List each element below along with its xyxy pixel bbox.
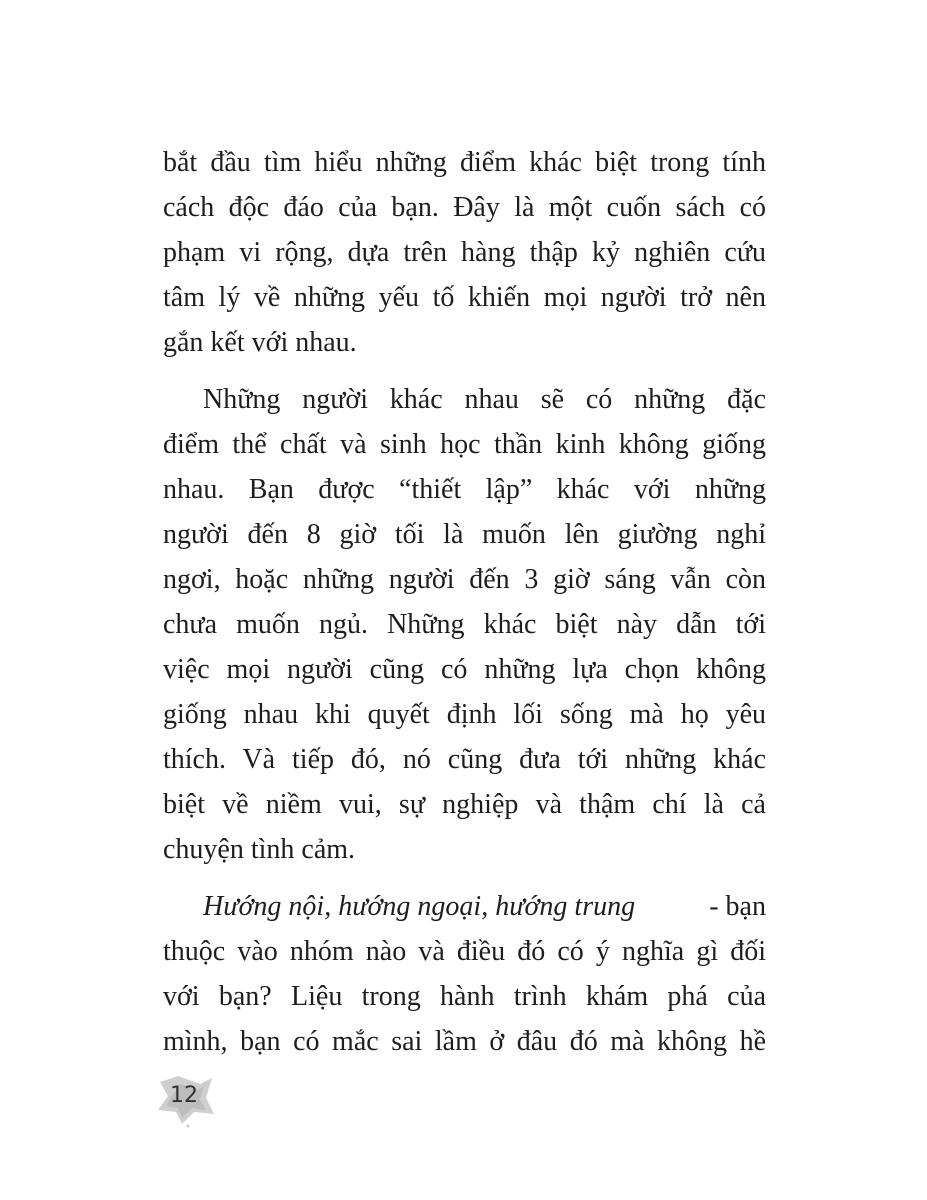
text-line: bắt đầu tìm hiểu những điểm khác biệt trong tính: [163, 147, 766, 178]
text-fragment: - bạn: [709, 891, 766, 922]
text-line: cách độc đáo của bạn. Đây là một cuốn sách có: [163, 192, 766, 223]
text-line: với bạn? Liệu trong hành trình khám phá của: [163, 981, 766, 1012]
text-line: thích. Và tiếp đó, nó cũng đưa tới những khác: [163, 744, 766, 775]
italic-lead: Hướng nội, hướng ngoại, hướng trung: [203, 891, 636, 922]
text-line: Những người khác nhau sẽ có những đặc: [203, 384, 766, 415]
page-number: 12: [170, 1083, 198, 1108]
page-number-badge: [150, 1070, 220, 1130]
text-line: thuộc vào nhóm nào và điều đó có ý nghĩa gì đối: [163, 936, 766, 967]
text-line: ngơi, hoặc những người đến 3 giờ sáng vẫn còn: [163, 564, 766, 595]
text-line: tâm lý về những yếu tố khiến mọi người trở nên: [163, 282, 766, 313]
paragraph-3: [163, 884, 766, 1064]
paragraph-1: [163, 140, 766, 365]
text-line: nhau. Bạn được “thiết lập” khác với những: [163, 474, 766, 505]
text-line: điểm thể chất và sinh học thần kinh không giống: [163, 429, 766, 460]
text-line: [163, 884, 766, 929]
text-line: mình, bạn có mắc sai lầm ở đâu đó mà không hề: [163, 1026, 766, 1057]
text-line: chưa muốn ngủ. Những khác biệt này dẫn tới: [163, 609, 766, 640]
text-line: gắn kết với nhau.: [163, 327, 357, 358]
text-line: biệt về niềm vui, sự nghiệp và thậm chí là cả: [163, 789, 766, 820]
text-line: giống nhau khi quyết định lối sống mà họ yêu: [163, 699, 766, 730]
text-line: phạm vi rộng, dựa trên hàng thập kỷ nghiên cứu: [163, 237, 766, 268]
text-line: chuyện tình cảm.: [163, 834, 356, 865]
text-line: việc mọi người cũng có những lựa chọn không: [163, 654, 766, 685]
paragraph-2: [163, 377, 766, 872]
page-body: [163, 140, 766, 1076]
text-line: người đến 8 giờ tối là muốn lên giường nghỉ: [163, 519, 766, 550]
